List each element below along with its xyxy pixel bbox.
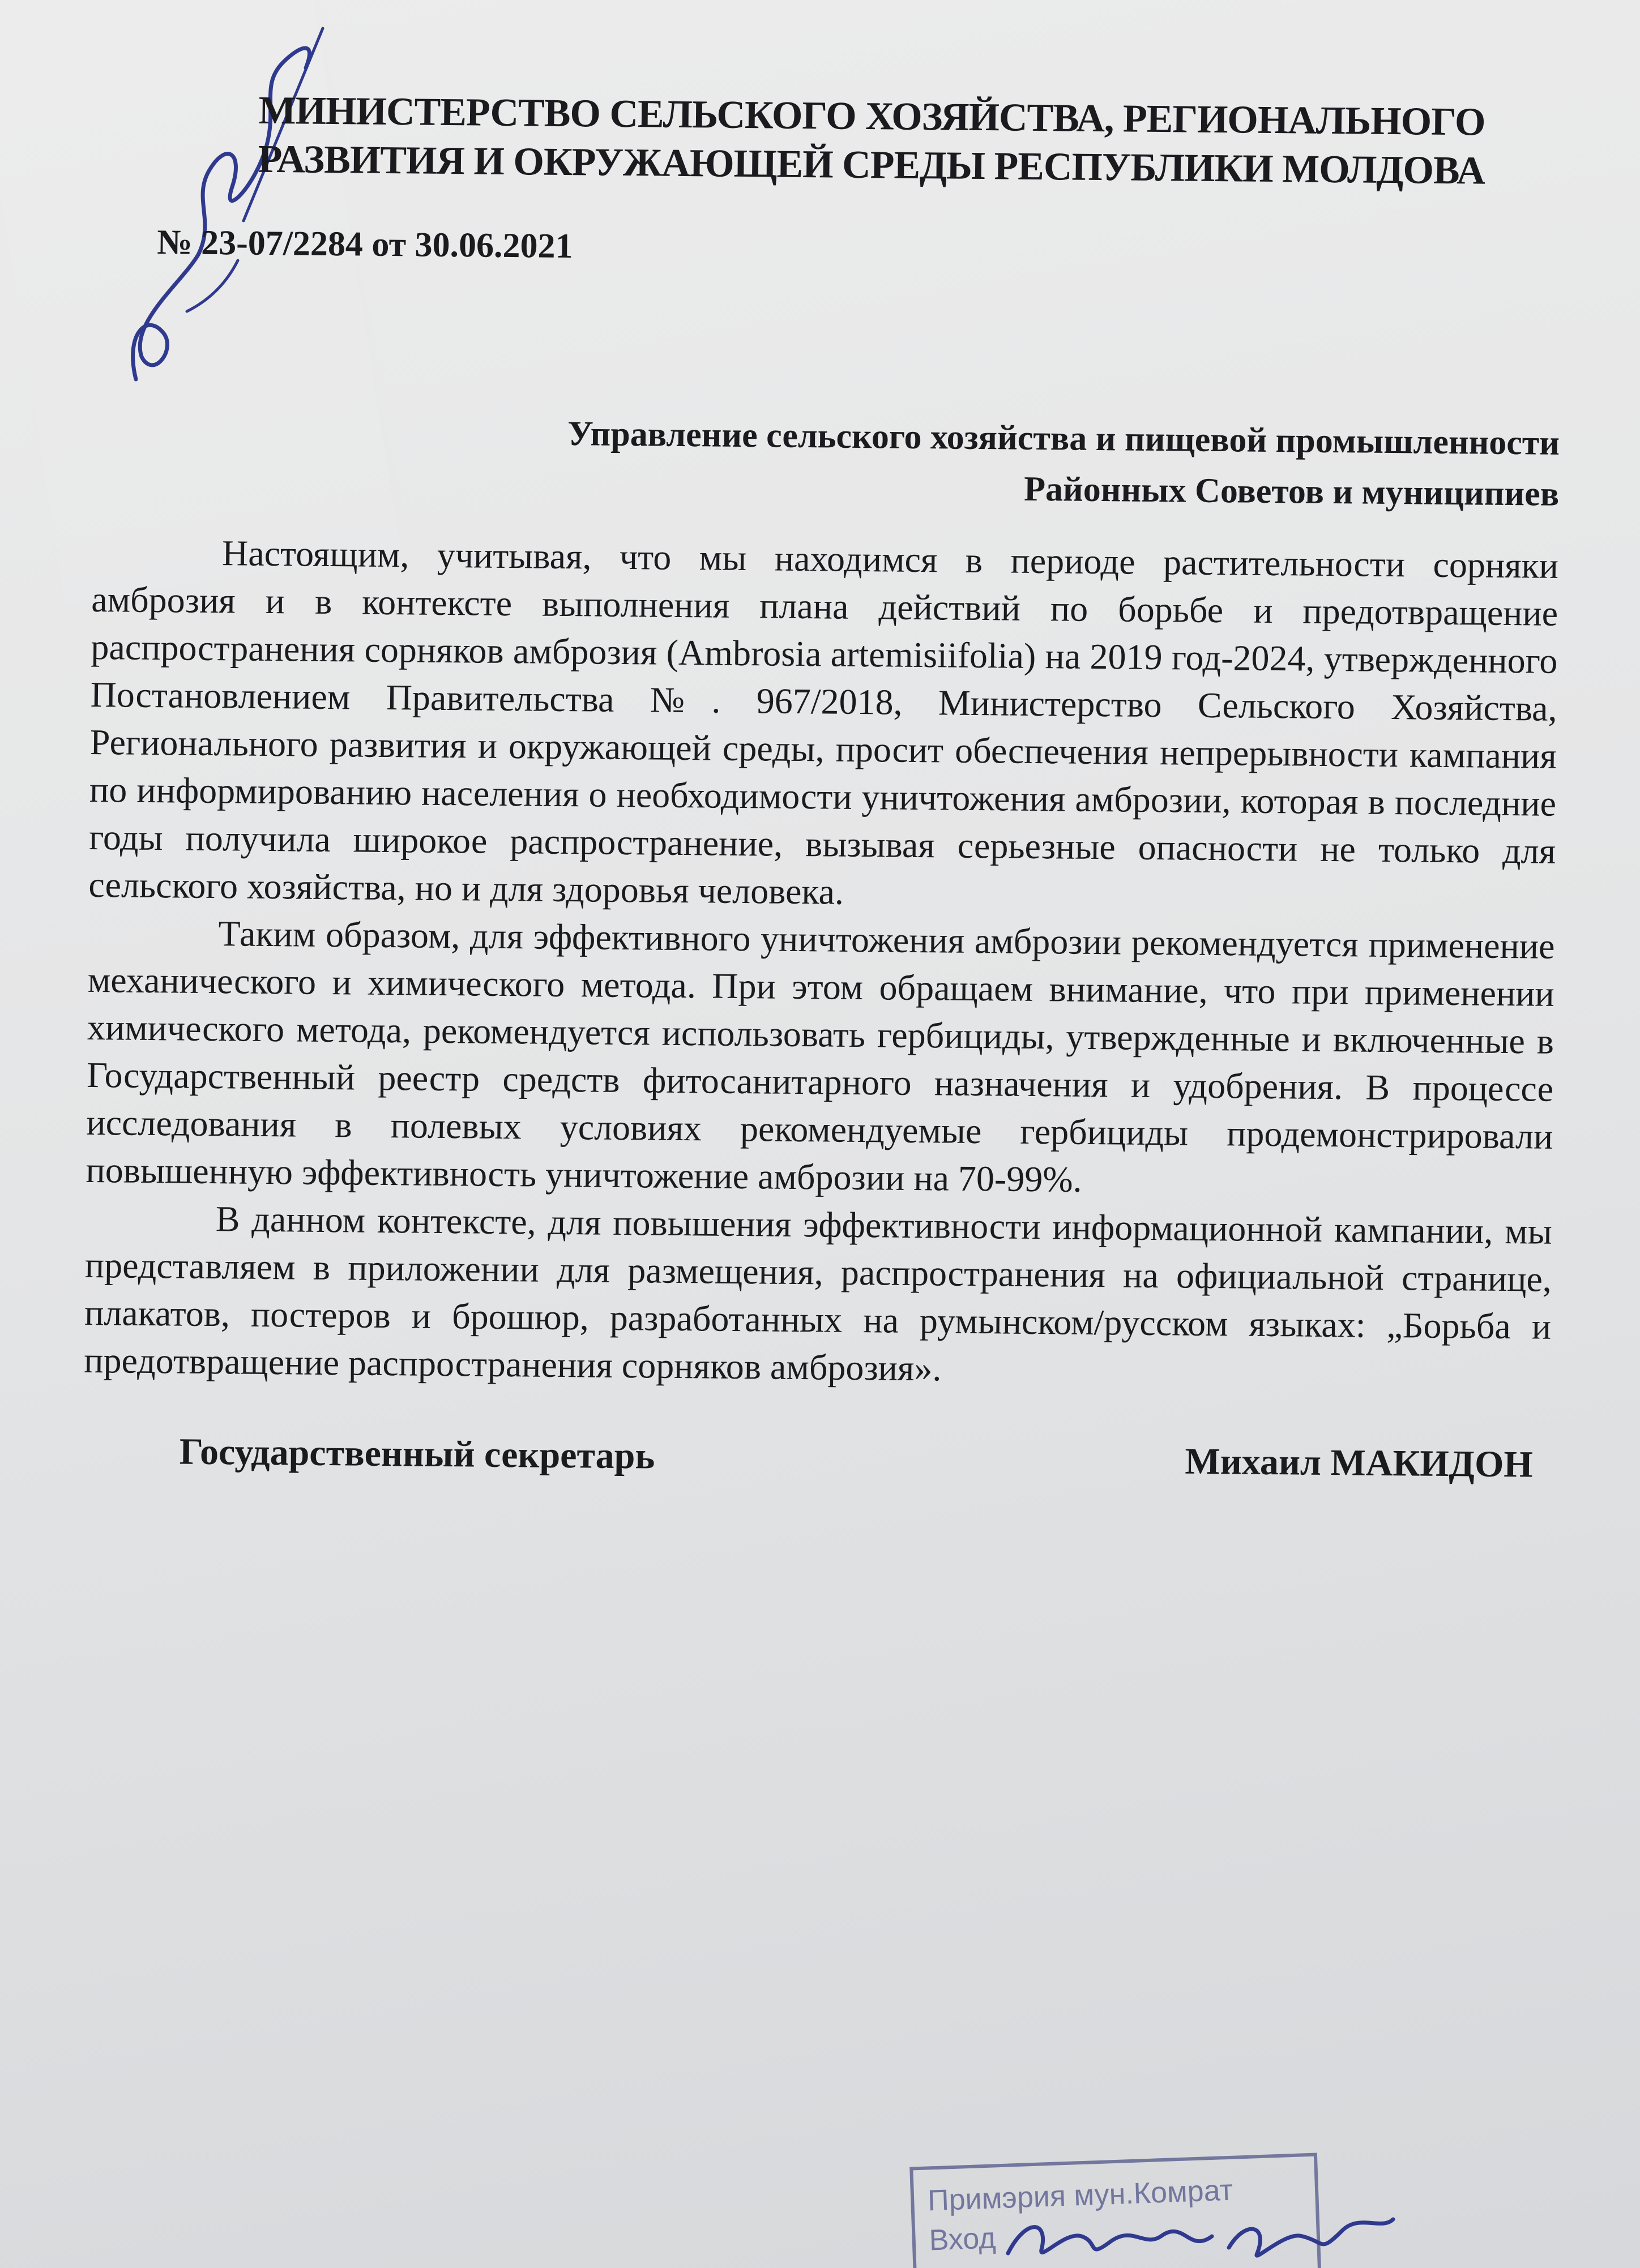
letter-body xyxy=(84,528,1558,1398)
letter-content xyxy=(83,85,1562,1487)
ministry-line-1: МИНИСТЕРСТВО СЕЛЬСКОГО ХОЗЯЙСТВА, РЕГИОНАЛЬНОГО xyxy=(258,88,1485,144)
addressee-block xyxy=(92,404,1560,520)
signatory-name: Михаил МАКИДОН xyxy=(1185,1440,1534,1486)
ministry-header xyxy=(180,85,1563,196)
paragraph-3: В данном контексте, для повышения эффективности информационной кампании, мы представляем в приложении для размещения, распространения на официальной странице, плакатов, постеров и брошюр, разработанных на румынском/русском языках: „Борьба и предотвращение распространения сорняков амброзия». xyxy=(84,1199,1553,1389)
paragraph-2: Таким образом, для эффективного уничтожения амброзии рекомендуется применение механического и химического метода. При этом обращаем внимание, что при применении химического метода, рекомендуется использовать гербициды, утвержденные и включенные в Государственный реестр средств фитосанитарного назначения и удобрения. В процессе исследования в полевых условиях рекомендуемые гербициды продемонстрировали повышенную эффективность уничтожение амброзии на 70-99%. xyxy=(86,913,1555,1200)
addressee-line-2: Районных Советов и муниципиев xyxy=(1023,469,1560,513)
ministry-line-2: РАЗВИТИЯ И ОКРУЖАЮЩЕЙ СРЕДЫ РЕСПУБЛИКИ МОЛДОВА xyxy=(258,137,1485,193)
signatory-position: Государственный секретарь xyxy=(179,1431,655,1477)
paragraph-1: Настоящим, учитывая, что мы находимся в периоде растительности сорняки амброзия и в контексте выполнения плана действий по борьбе и предотвращение распространения сорняков амброзия (Ambrosia artemisiifolia) на 2019 год-2024, утвержденного Постановлением Правительства №. 967/2018, Министерство Сельского Хозяйства, Регионального развития и окружающей среды, просит обеспечения непрерывности кампания по информированию населения о необходимости уничтожения амброзии, которая в последние годы получила широкое распространение, вызывая серьезные опасности не только для сельского хозяйства, но и для здоровья человека. xyxy=(88,533,1559,912)
addressee-line-1: Управление сельского хозяйства и пищевой промышленности xyxy=(567,414,1560,463)
reference-number: № 23-07/2284 от 30.06.2021 xyxy=(157,223,573,266)
stamp-line-2: Вход xyxy=(928,2222,997,2257)
stamp-line-1: Примэрия мун.Комрат xyxy=(927,2173,1234,2218)
stamp-handwriting xyxy=(1002,2197,1399,2268)
